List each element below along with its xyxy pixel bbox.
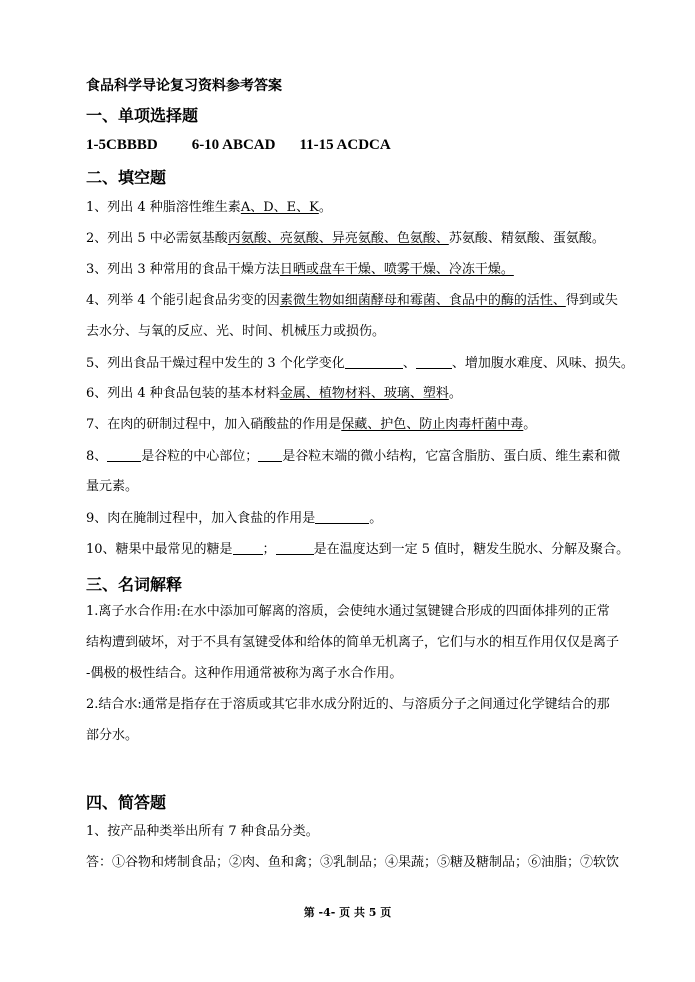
fill-question-10: 10、糖果中最常见的糖是 ； 是在温度达到一定 5 值时，糖发生脱水、分解及聚合。 xyxy=(86,542,630,557)
section-heading-terms: 三、名词解释 xyxy=(86,575,183,594)
fill-question-4-cont: 去水分、与氧的反应、光、时间、机械压力或损伤。 xyxy=(86,324,386,339)
fill-question-3: 3、列出 3 种常用的食品干燥方法日晒或盘车干燥、喷雾干燥、冷冻干燥。 xyxy=(86,262,514,277)
fill-question-8-cont: 量元素。 xyxy=(86,479,139,494)
answer-blank xyxy=(233,540,263,555)
term-1-line-2: 结构遭到破坏，对于不具有氢键受体和给体的简单无机离子，它们与水的相互作用仅仅是离子 xyxy=(86,635,620,650)
fill-question-8: 8、 是谷粒的中心部位； 是谷粒末端的微小结构，它富含脂肪、蛋白质、维生素和微 xyxy=(86,449,621,464)
fill-question-9: 9、肉在腌制过程中，加入食盐的作用是 。 xyxy=(86,511,383,526)
answer-blank xyxy=(107,447,141,462)
fill-question-6: 6、列出 4 种食品包装的基本材料金属、植物材料、玻璃、塑料。 xyxy=(86,386,462,401)
page-footer: 第 -4- 页 共 5 页 xyxy=(303,906,392,919)
term-2-line-2: 部分水。 xyxy=(86,728,139,743)
answers-6-10: 6-10 ABCAD xyxy=(191,137,276,153)
answer-blank xyxy=(315,509,369,524)
section-heading-single-choice: 一、单项选择题 xyxy=(86,106,199,125)
answer-blank xyxy=(416,354,452,369)
fill-question-4: 4、列举 4 个能引起食品劣变的因素微生物如细菌酵母和霉菌、食品中的酶的活性、得到或失 xyxy=(86,293,618,308)
answer-blank xyxy=(276,540,314,555)
document-title: 食品科学导论复习资料参考答案 xyxy=(86,78,282,94)
term-1-line-1: 1.离子水合作用:在水中添加可解离的溶质，会使纯水通过氢键键合形成的四面体排列的正常 xyxy=(86,604,610,619)
fill-question-1: 1、列出 4 种脂溶性维生素A、D、E、K。 xyxy=(86,200,332,215)
fill-question-7: 7、在肉的研制过程中，加入硝酸盐的作用是保藏、护色、防止肉毒杆菌中毒。 xyxy=(86,417,537,432)
term-2-line-1: 2.结合水:通常是指存在于溶质或其它非水成分附近的、与溶质分子之间通过化学键结合的那 xyxy=(86,697,610,712)
section-heading-fill-blank: 二、填空题 xyxy=(86,168,167,187)
answers-11-15: 11-15 ACDCA xyxy=(299,137,391,153)
fill-question-2: 2、列出 5 中必需氨基酸丙氨酸、亮氨酸、异亮氨酸、色氨酸、苏氨酸、精氨酸、蛋氨酸。 xyxy=(86,231,605,246)
answer-blank xyxy=(258,447,282,462)
fill-question-5: 5、列出食品干燥过程中发生的 3 个化学变化 、 、增加腹水难度、风味、损失。 xyxy=(86,356,634,371)
answer-blank xyxy=(345,354,403,369)
short-answer-1: 答：①谷物和烤制食品；②肉、鱼和禽；③乳制品；④果蔬；⑤糖及糖制品；⑥油脂；⑦软饮 xyxy=(86,855,620,870)
term-1-line-3: -偶极的极性结合。这种作用通常被称为离子水合作用。 xyxy=(86,666,403,681)
answers-1-5: 1-5CBBBD xyxy=(86,137,158,153)
short-question-1: 1、按产品种类举出所有 7 种食品分类。 xyxy=(86,824,319,839)
choice-answers xyxy=(86,137,391,154)
section-heading-short-answer: 四、简答题 xyxy=(86,793,167,812)
